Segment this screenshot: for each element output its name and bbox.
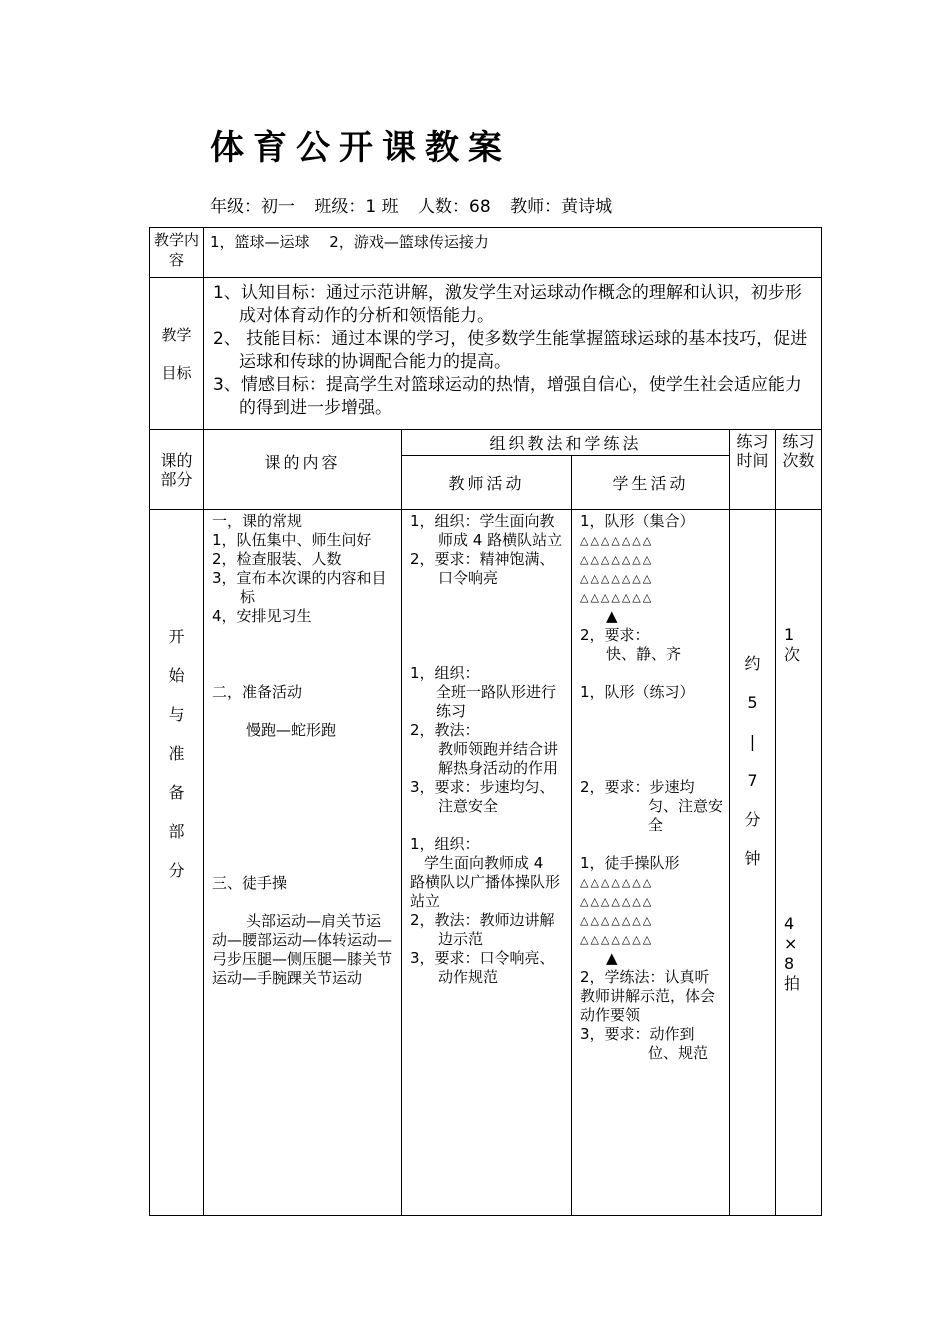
student-item: 1，徒手操队形 (580, 854, 680, 872)
formation-row: △△△△△△△ (580, 895, 654, 908)
time-char: 5 (747, 693, 758, 712)
count-text: 人数：68 (418, 197, 491, 217)
part-char: 与 (168, 705, 185, 724)
content-label: 教学内容 (150, 228, 204, 278)
routine-item: 4，安排见习生 (212, 607, 312, 625)
formation-row: △△△△△△△ (580, 572, 654, 585)
time-cell (730, 510, 776, 1216)
teacher-item: 2，教法：教师边讲解边示范 (410, 911, 555, 948)
part-header: 课的部分 (150, 430, 204, 510)
part-char: 开 (168, 627, 185, 646)
student-item: 1，队形（练习） (580, 683, 695, 701)
teacher-text: 教师：黄诗城 (510, 197, 613, 217)
exercise-heading: 三、徒手操 (212, 874, 288, 892)
teacher-item: 2，要求：精神饱满、口令响亮 (410, 550, 555, 587)
reps-char: × (784, 934, 798, 953)
teacher-item: 教师领跑并结合讲解热身活动的作用 (438, 740, 559, 777)
teacher-item: 1，组织：学生面向教师成 4 路横队站立 (410, 512, 563, 549)
student-item: 1，队形（集合） (580, 512, 695, 530)
routine-item: 2，检查服装、人数 (212, 550, 342, 568)
goals-row (150, 278, 822, 430)
time-char: | (749, 732, 756, 751)
content-row (150, 228, 822, 278)
teacher-item: 1，组织： (410, 835, 480, 853)
warmup-text: 慢跑—蛇形跑 (246, 721, 337, 739)
formation-row: △△△△△△△ (580, 591, 654, 604)
routine-item: 3，宣布本次课的内容和目标 (212, 569, 387, 606)
goals-label (150, 278, 204, 430)
time-header: 练习时间 (730, 430, 776, 510)
reps-char: 次 (784, 645, 801, 664)
time-char: 钟 (744, 849, 761, 868)
formation-row: △△△△△△△ (580, 553, 654, 566)
reps-char: 8 (784, 954, 795, 973)
formation-row: △△△△△△△ (580, 534, 654, 547)
part-char: 部 (168, 822, 185, 841)
teacher-header: 教师活动 (402, 456, 572, 510)
reps-header: 练习次数 (776, 430, 822, 510)
content-cell (204, 510, 402, 1216)
reps-char: 4 (784, 914, 795, 933)
teacher-item: 3，要求：步速均匀、注意安全 (410, 778, 555, 815)
teacher-item: 1，组织： (410, 664, 480, 682)
student-cell (572, 510, 730, 1216)
time-char: 约 (744, 654, 761, 673)
formation-row: △△△△△△△ (580, 933, 654, 946)
teacher-item: 2，教法： (410, 721, 480, 739)
header-row-1 (150, 430, 822, 456)
goal-2: 2、 技能目标：通过本课的学习，使多数学生能掌握篮球运球的基本技巧，促进运球和传球的协调配合能力的提高。 (213, 329, 808, 372)
lesson-plan-table (149, 227, 822, 1216)
routine-heading: 一，课的常规 (212, 512, 303, 530)
content-text: 1，篮球—运球 2，游戏—篮球传运接力 (204, 228, 822, 278)
student-item: 2，学练法：认真听 (580, 968, 710, 986)
student-item: 2，要求：步速均匀、注意安全 (580, 778, 724, 834)
reps-char: 1 (784, 625, 795, 644)
warmup-heading: 二，准备活动 (212, 683, 303, 701)
student-item: 快、静、齐 (606, 645, 682, 663)
student-item: 教师讲解示范，体会动作要领 (580, 987, 716, 1024)
student-item: 2，要求： (580, 626, 650, 644)
teacher-cell (402, 510, 572, 1216)
grade-text: 年级：初一 (210, 197, 295, 217)
section-row (150, 510, 822, 1216)
reps-cell (776, 510, 822, 1216)
class-info (210, 192, 626, 217)
part-char: 备 (168, 783, 185, 802)
part-label (150, 510, 204, 1216)
formation-row: △△△△△△△ (580, 876, 654, 889)
teacher-mark: ▲ (606, 949, 618, 967)
reps-char: 拍 (784, 974, 801, 993)
student-header: 学生活动 (572, 456, 730, 510)
teacher-item: 3，要求：口令响亮、动作规范 (410, 949, 555, 986)
part-char: 准 (168, 744, 185, 763)
teacher-item: 全班一路队形进行练习 (436, 683, 557, 720)
goals-text (204, 278, 822, 430)
exercise-text: 头部运动—肩关节运动—腰部运动—体转运动—弓步压腿—侧压腿—膝关节运动—手腕踝关节运动 (212, 912, 393, 987)
part-char: 分 (168, 861, 185, 880)
org-header: 组织教法和学练法 (402, 430, 730, 456)
part-char: 始 (168, 666, 185, 685)
page-title: 体育公开课教案 (210, 128, 511, 168)
goal-3: 3、情感目标：提高学生对篮球运动的热情，增强自信心，使学生社会适应能力的得到进一步增强。 (213, 375, 802, 418)
time-char: 分 (744, 810, 761, 829)
class-text: 班级：1 班 (314, 197, 399, 217)
time-char: 7 (747, 771, 758, 790)
content-header: 课的内容 (204, 430, 402, 510)
goal-1: 1、认知目标：通过示范讲解，激发学生对运球动作概念的理解和认识，初步形成对体育动作的分析和领悟能力。 (213, 283, 802, 326)
teacher-item: 学生面向教师成 4 路横队以广播体操队形站立 (410, 854, 561, 910)
routine-item: 1，队伍集中、师生问好 (212, 531, 372, 549)
formation-row: △△△△△△△ (580, 914, 654, 927)
student-item: 3，要求：动作到位、规范 (580, 1025, 709, 1062)
goals-label-bottom: 目标 (161, 363, 192, 382)
goals-label-top: 教学 (161, 325, 192, 344)
teacher-mark: ▲ (606, 607, 618, 625)
